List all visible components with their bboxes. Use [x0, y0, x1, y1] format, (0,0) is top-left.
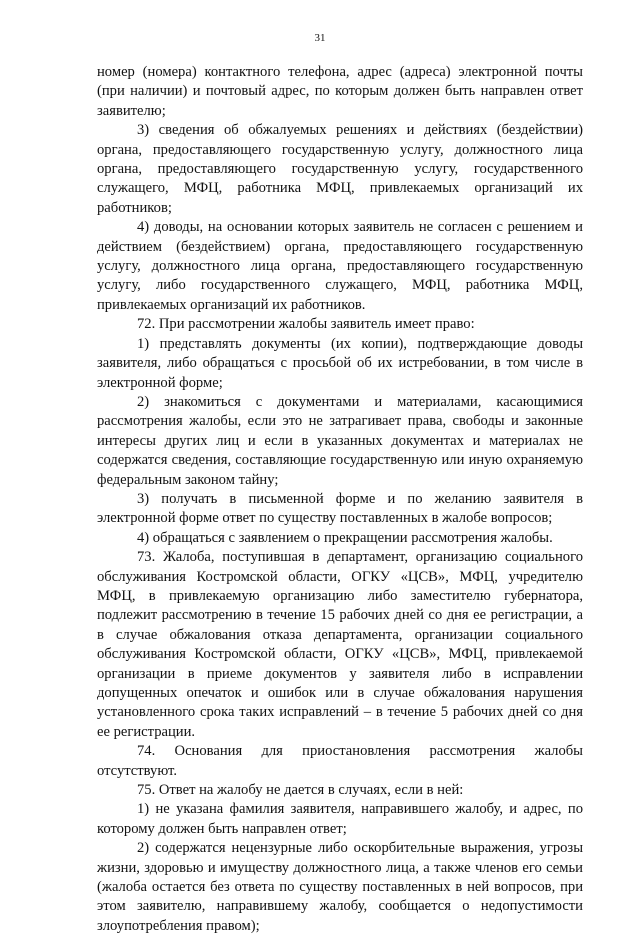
- paragraph-section-72: 72. При рассмотрении жалобы заявитель имеет право:: [137, 316, 475, 333]
- paragraph-continuation: номер (номера) контактного телефона, адрес (адреса) электронной почты (при наличии) и почтовый адрес, по которым должен быть направлен ответ заявителю;: [97, 64, 583, 119]
- paragraph-72-item-4: 4) обращаться с заявлением о прекращении рассмотрения жалобы.: [137, 529, 553, 546]
- paragraph-section-73: 73. Жалоба, поступившая в департамент, организацию социального обслуживания Костромской области, ОГКУ «ЦСВ», МФЦ, учредителю МФЦ, в привлекаемую организацию либо заместителю губернатора, подлежит рассмотрению в течение 15 рабочих дней со дня ее регистрации, а в случае обжалования отказа департамента, организации социального обслуживания Костромской области, ОГКУ «ЦСВ», МФЦ, привлекаемой организации в приеме документов у заявителя либо в исправлении допущенных опечаток и ошибок или в случае обжалования нарушения установленного срока таких исправлений – в течение 5 рабочих дней со дня ее регистрации.: [97, 549, 583, 740]
- document-body: [97, 63, 583, 936]
- paragraph-item-3: 3) сведения об обжалуемых решениях и действиях (бездействии) органа, предоставляющего государственную услугу, должностного лица органа, предоставляющего государственную услугу, государственного служащего, МФЦ, работника МФЦ, привлекаемых организаций их работников;: [97, 122, 583, 216]
- paragraph-75-item-2: 2) содержатся нецензурные либо оскорбительные выражения, угрозы жизни, здоровью и имуществу должностного лица, а также членов его семьи (жалоба остается без ответа по существу поставленных в ней вопросов, при этом заявителю, направившему жалобу, сообщается о недопустимости злоупотребления правом);: [97, 840, 583, 934]
- paragraph-72-item-1: 1) представлять документы (их копии), подтверждающие доводы заявителя, либо обращаться с просьбой об их истребовании, в том числе в электронной форме;: [97, 335, 583, 391]
- page-number: 31: [314, 32, 326, 44]
- paragraph-section-75: 75. Ответ на жалобу не дается в случаях, если в ней:: [137, 782, 464, 799]
- paragraph-72-item-3: 3) получать в письменной форме и по желанию заявителя в электронной форме ответ по существу поставленных в жалобе вопросов;: [97, 490, 583, 527]
- paragraph-item-4: 4) доводы, на основании которых заявитель не согласен с решением и действием (бездействием) органа, предоставляющего государственную услугу, должностного лица органа, предоставляющего государственную услугу, либо государственного служащего, МФЦ, работника МФЦ, привлекаемых организаций их работников.: [97, 219, 583, 313]
- paragraph-75-item-1: 1) не указана фамилия заявителя, направившего жалобу, и адрес, по которому должен быть направлен ответ;: [97, 801, 583, 837]
- paragraph-72-item-2: 2) знакомиться с документами и материалами, касающимися рассмотрения жалобы, если это не затрагивает права, свободы и законные интересы других лиц и если в указанных документах и материалах не содержатся сведения, составляющие государственную или иную охраняемую федеральным законом тайну;: [97, 393, 583, 488]
- paragraph-section-74: 74. Основания для приостановления рассмотрения жалобы отсутствуют.: [97, 743, 583, 779]
